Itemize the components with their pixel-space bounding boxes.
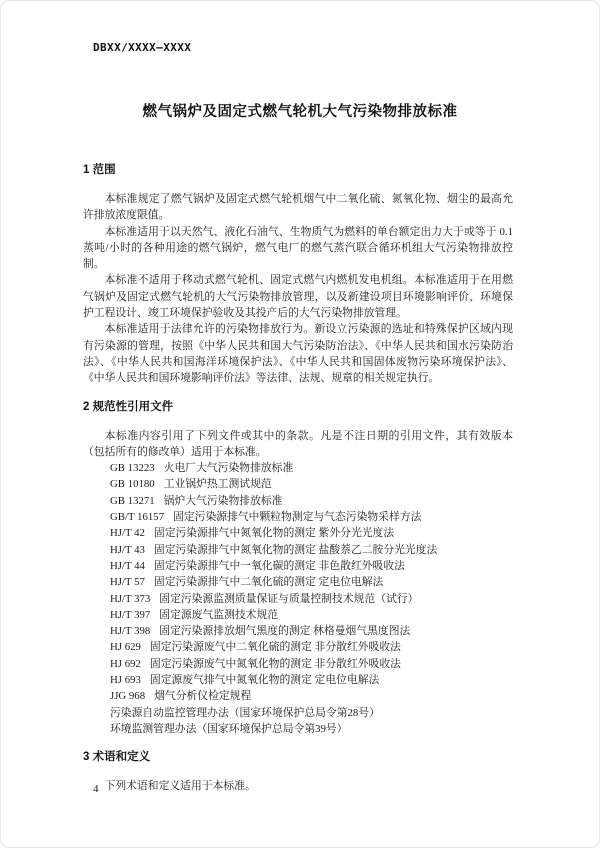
reference-title: 污染源自动监控管理办法（国家环境保护总局令第28号） [110, 706, 380, 719]
reference-item [83, 574, 513, 590]
paragraph: 本标准适用于法律允许的污染物排放行为。新设立污染源的选址和特殊保护区域内现有污染源的管理，按照《中华人民共和国大气污染防治法》、《中华人民共和国水污染防治法》、《中华人民共和国海洋环境保护法》、《中华人民共和国固体废物污染环境保护法》、《中华人民共和国环境影响评价法》等法律、法规、规章的相关规定执行。 [83, 323, 513, 385]
paragraph: 本标准规定了燃气锅炉及固定式燃气轮机烟气中二氧化硫、氮氧化物、烟尘的最高允许排放浓度限值。 [83, 193, 513, 222]
reference-code: HJ/T 44 [110, 559, 145, 572]
reference-item [83, 460, 513, 476]
reference-code: HJ 692 [110, 657, 141, 670]
reference-title: 固定源废气排气中氮氧化物的测定 定电位电解法 [149, 674, 380, 687]
reference-code: HJ/T 43 [110, 543, 145, 556]
reference-title: 固定污染源废气中二氧化硫的测定 非分散红外吸收法 [149, 641, 401, 654]
reference-code: GB 10180 [110, 478, 155, 491]
paragraph: 本标准内容引用了下列文件或其中的条款。凡是不注日期的引用文件，其有效版本（包括所有的修改单）适用于本标准。 [83, 429, 513, 458]
reference-item [83, 688, 513, 704]
standard-code-header: DBXX/XXXX—XXXX [93, 41, 192, 54]
reference-item [83, 509, 513, 525]
reference-title: 锅炉大气污染物排放标准 [163, 494, 283, 507]
document-content [83, 163, 513, 795]
paragraph: 本标准适用于以天然气、液化石油气、生物质气为燃料的单台额定出力大于或等于 0.1蒸吨/小时的各种用途的燃气锅炉，燃气电厂的燃气蒸汽联合循环机组大气污染物排放控制。 [83, 225, 513, 271]
reference-code: HJ 693 [110, 674, 141, 687]
reference-title: 固定污染源排气中颗粒物测定与气态污染物采样方法 [173, 511, 422, 524]
reference-item [83, 525, 513, 541]
reference-item [83, 476, 513, 492]
reference-title: 固定污染源排气中二氧化硫的测定 定电位电解法 [153, 576, 384, 589]
reference-item [83, 542, 513, 558]
reference-title: 固定污染源排气中一氧化碳的测定 非色散红外吸收法 [153, 559, 405, 572]
reference-title: 烟气分析仪检定规程 [154, 690, 252, 703]
reference-item [83, 705, 513, 721]
page-number: 4 [93, 783, 99, 795]
reference-item [83, 656, 513, 672]
paragraph: 本标准不适用于移动式燃气轮机、固定式燃气内燃机发电机组。本标准适用于在用燃气锅炉及固定式燃气轮机的大气污染物排放管理，以及新建设项目环境影响评价、环境保护工程设计、竣工环境保护验收及其投产后的大气污染物排放管理。 [83, 274, 513, 320]
reference-code: GB/T 16157 [110, 511, 165, 524]
reference-item [83, 607, 513, 623]
document-title: 燃气锅炉及固定式燃气轮机大气污染物排放标准 [142, 104, 458, 120]
reference-title: 固定污染源排气中氮氧化物的测定 盐酸萘乙二胺分光光度法 [153, 543, 438, 556]
reference-item [83, 591, 513, 607]
reference-item [83, 623, 513, 639]
reference-code: HJ/T 397 [110, 608, 151, 621]
reference-code: HJ/T 42 [110, 527, 145, 540]
reference-item [83, 672, 513, 688]
section-heading: 2 规范性引用文件 [83, 400, 174, 413]
reference-code: GB 13271 [110, 494, 155, 507]
reference-item [83, 639, 513, 655]
reference-title: 环境监测管理办法（国家环境保护总局令第39号） [110, 722, 348, 735]
reference-code: HJ/T 398 [110, 625, 151, 638]
reference-title: 固定源废气监测技术规范 [159, 608, 279, 621]
reference-item [83, 493, 513, 509]
reference-title: 固定污染源排放烟气黑度的测定 林格曼烟气黑度图法 [159, 625, 411, 638]
reference-item [83, 558, 513, 574]
section-heading: 1 范围 [83, 164, 116, 176]
reference-code: HJ/T 373 [110, 592, 151, 605]
reference-title: 固定污染源排气中氮氧化物的测定 紫外分光光度法 [153, 527, 395, 540]
paragraph: 下列术语和定义适用于本标准。 [104, 780, 256, 793]
reference-code: JJG 968 [110, 690, 146, 703]
reference-title: 火电厂大气污染物排放标准 [163, 462, 294, 475]
reference-code: HJ 629 [110, 641, 141, 654]
reference-code: HJ/T 57 [110, 576, 145, 589]
reference-code: GB 13223 [110, 462, 155, 475]
section-heading: 3 术语和定义 [83, 751, 151, 764]
reference-item [83, 721, 513, 737]
reference-title: 固定污染源监测质量保证与质量控制技术规范（试行） [159, 592, 419, 605]
reference-title: 工业锅炉热工测试规范 [163, 478, 272, 491]
reference-title: 固定污染源废气中氮氧化物的测定 非分散红外吸收法 [149, 657, 401, 670]
